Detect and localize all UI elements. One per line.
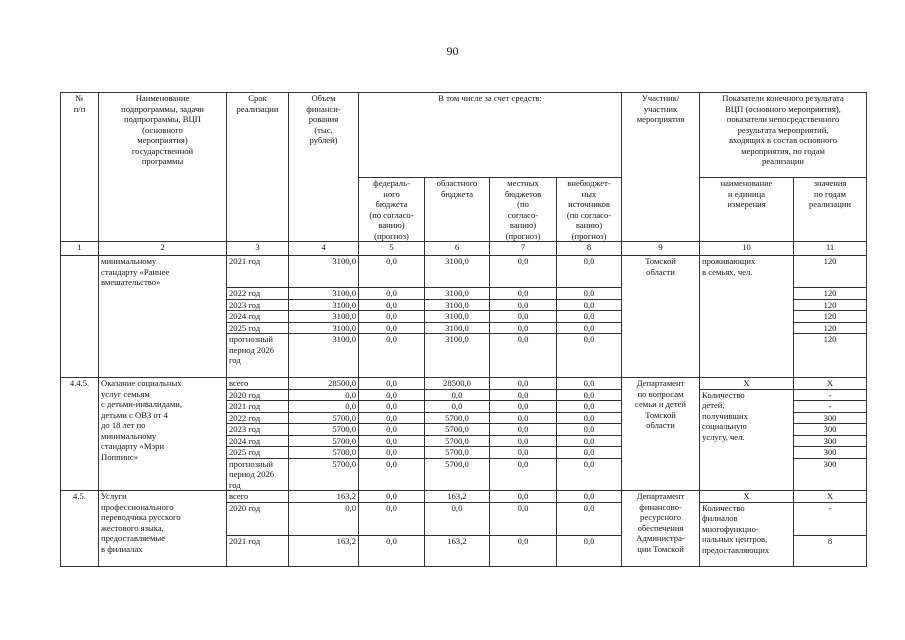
- row-indicator: Количество детей, получивших социальную услугу, чел.: [700, 389, 794, 491]
- row-federal: 0,0: [359, 322, 425, 334]
- row-term: 2021 год: [227, 401, 289, 413]
- row-regional: 0,0: [425, 502, 490, 535]
- row-local: 0,0: [490, 435, 557, 447]
- page-number: 90: [446, 44, 459, 58]
- row-extra: 0,0: [557, 378, 622, 390]
- row-indicator: проживающих в семьях, чел.: [700, 256, 794, 378]
- col-number: 9: [622, 242, 700, 256]
- row-volume: 3100,0: [289, 288, 359, 300]
- row-local: 0,0: [490, 458, 557, 491]
- row-extra: 0,0: [557, 412, 622, 424]
- row-value: -: [794, 389, 867, 401]
- row-regional: 3100,0: [425, 334, 490, 378]
- row-local: 0,0: [490, 491, 557, 503]
- header-indicators: Показатели конечного результата ВЦП (основного мероприятия), показатели непосредственного результата мероприятий, входящих в состав основного мероприятия, по годам реализации: [700, 93, 867, 178]
- header-incl: В том числе за счет средств:: [359, 93, 622, 178]
- row-extra: 0,0: [557, 458, 622, 491]
- row-volume: 0,0: [289, 502, 359, 535]
- col-number: 3: [227, 242, 289, 256]
- row-num: 4.4.5.: [61, 378, 99, 491]
- row-extra: 0,0: [557, 334, 622, 378]
- row-local: 0,0: [490, 311, 557, 323]
- row-volume: 3100,0: [289, 322, 359, 334]
- row-local: 0,0: [490, 322, 557, 334]
- row-local: 0,0: [490, 502, 557, 535]
- header-volume: Объем финанси- рования (тыс. рублей): [289, 93, 359, 242]
- row-regional: 3100,0: [425, 322, 490, 334]
- row-local: 0,0: [490, 256, 557, 288]
- row-local: 0,0: [490, 535, 557, 566]
- header-num: № п/п: [61, 93, 99, 242]
- row-regional: 5700,0: [425, 458, 490, 491]
- row-indicator-total: Х: [700, 491, 794, 503]
- row-term: 2025 год: [227, 447, 289, 459]
- row-extra: 0,0: [557, 491, 622, 503]
- row-value: 120: [794, 299, 867, 311]
- row-extra: 0,0: [557, 502, 622, 535]
- col-number: 7: [490, 242, 557, 256]
- row-extra: 0,0: [557, 535, 622, 566]
- row-volume: 0,0: [289, 401, 359, 413]
- row-volume: 3100,0: [289, 334, 359, 378]
- row-value: 300: [794, 458, 867, 491]
- col-number: 4: [289, 242, 359, 256]
- row-term: 2021 год: [227, 535, 289, 566]
- header-row-1: [61, 93, 867, 178]
- row-value: Х: [794, 491, 867, 503]
- row-volume: 5700,0: [289, 458, 359, 491]
- row-regional: 0,0: [425, 401, 490, 413]
- row-participant: Департамент финансово- ресурсного обеспечения Администра- ции Томской: [622, 491, 700, 567]
- row-local: 0,0: [490, 378, 557, 390]
- row-local: 0,0: [490, 424, 557, 436]
- program-table: [60, 92, 867, 567]
- row-federal: 0,0: [359, 288, 425, 300]
- row-value: 8: [794, 535, 867, 566]
- row-local: 0,0: [490, 334, 557, 378]
- row-num: [61, 256, 99, 378]
- header-term: Срок реализации: [227, 93, 289, 242]
- row-extra: 0,0: [557, 435, 622, 447]
- row-federal: 0,0: [359, 424, 425, 436]
- column-numbers-row: [61, 242, 867, 256]
- row-federal: 0,0: [359, 502, 425, 535]
- table-row: [61, 378, 867, 390]
- row-extra: 0,0: [557, 288, 622, 300]
- row-value: 300: [794, 435, 867, 447]
- row-term: 2024 год: [227, 311, 289, 323]
- header-local: местных бюджетов (по согласо- ванию) (прогноз): [490, 178, 557, 242]
- col-number: 8: [557, 242, 622, 256]
- row-local: 0,0: [490, 412, 557, 424]
- table-row: [61, 256, 867, 288]
- header-participant: Участник/ участник мероприятия: [622, 93, 700, 242]
- row-value: 120: [794, 288, 867, 300]
- row-extra: 0,0: [557, 447, 622, 459]
- row-volume: 3100,0: [289, 311, 359, 323]
- row-value: 120: [794, 256, 867, 288]
- row-term: 2020 год: [227, 502, 289, 535]
- row-volume: 3100,0: [289, 256, 359, 288]
- row-value: 300: [794, 447, 867, 459]
- row-participant: Департамент по вопросам семьи и детей Томской области: [622, 378, 700, 491]
- row-volume: 163,2: [289, 491, 359, 503]
- row-volume: 28500,0: [289, 378, 359, 390]
- row-volume: 5700,0: [289, 412, 359, 424]
- header-regional: областного бюджета: [425, 178, 490, 242]
- row-volume: 5700,0: [289, 447, 359, 459]
- row-num: 4.5.: [61, 491, 99, 567]
- row-volume: 0,0: [289, 389, 359, 401]
- row-term: 2024 год: [227, 435, 289, 447]
- row-value: 300: [794, 424, 867, 436]
- row-term: 2020 год: [227, 389, 289, 401]
- row-federal: 0,0: [359, 491, 425, 503]
- row-value: 120: [794, 311, 867, 323]
- row-regional: 5700,0: [425, 435, 490, 447]
- row-regional: 5700,0: [425, 412, 490, 424]
- header-extra: внебюджет- ных источников (по согласо- ванию) (прогноз): [557, 178, 622, 242]
- row-term: 2021 год: [227, 256, 289, 288]
- row-federal: 0,0: [359, 389, 425, 401]
- row-term: 2025 год: [227, 322, 289, 334]
- row-volume: 163,2: [289, 535, 359, 566]
- row-federal: 0,0: [359, 401, 425, 413]
- row-extra: 0,0: [557, 256, 622, 288]
- col-number: 11: [794, 242, 867, 256]
- row-federal: 0,0: [359, 311, 425, 323]
- row-volume: 5700,0: [289, 424, 359, 436]
- row-extra: 0,0: [557, 424, 622, 436]
- header-ind-name: наименование и единица измерения: [700, 178, 794, 242]
- row-regional: 3100,0: [425, 299, 490, 311]
- row-local: 0,0: [490, 401, 557, 413]
- row-name: Услуги профессионального переводчика русского жестового языка, предоставляемые в филиалах: [99, 491, 227, 567]
- row-term: всего: [227, 378, 289, 390]
- row-federal: 0,0: [359, 378, 425, 390]
- row-regional: 3100,0: [425, 311, 490, 323]
- row-federal: 0,0: [359, 256, 425, 288]
- row-name: Оказание социальных услуг семьям с детьми-инвалидами, детьми с ОВЗ от 4 до 18 лет по минимальному стандарту «Мэри Поппинс»: [99, 378, 227, 491]
- header-federal: федераль- ного бюджета (по согласо- ванию) (прогноз): [359, 178, 425, 242]
- row-federal: 0,0: [359, 412, 425, 424]
- col-number: 5: [359, 242, 425, 256]
- row-extra: 0,0: [557, 389, 622, 401]
- row-regional: 3100,0: [425, 256, 490, 288]
- row-volume: 3100,0: [289, 299, 359, 311]
- row-term: всего: [227, 491, 289, 503]
- row-federal: 0,0: [359, 447, 425, 459]
- row-extra: 0,0: [557, 401, 622, 413]
- col-number: 2: [99, 242, 227, 256]
- row-local: 0,0: [490, 389, 557, 401]
- row-local: 0,0: [490, 447, 557, 459]
- row-federal: 0,0: [359, 334, 425, 378]
- col-number: 6: [425, 242, 490, 256]
- row-value: -: [794, 502, 867, 535]
- row-extra: 0,0: [557, 311, 622, 323]
- row-value: Х: [794, 378, 867, 390]
- row-regional: 28500,0: [425, 378, 490, 390]
- row-regional: 5700,0: [425, 424, 490, 436]
- row-federal: 0,0: [359, 458, 425, 491]
- row-term: прогнозный период 2026 год: [227, 458, 289, 491]
- row-regional: 163,2: [425, 535, 490, 566]
- row-regional: 0,0: [425, 389, 490, 401]
- table-row: [61, 491, 867, 503]
- col-number: 1: [61, 242, 99, 256]
- row-term: 2022 год: [227, 288, 289, 300]
- header-name: Наименование подпрограммы, задачи подпрограммы, ВЦП (основного мероприятия) государственной программы: [99, 93, 227, 242]
- row-value: -: [794, 401, 867, 413]
- row-value: 120: [794, 334, 867, 378]
- row-value: 120: [794, 322, 867, 334]
- header-ind-values: значения по годам реализации: [794, 178, 867, 242]
- row-federal: 0,0: [359, 435, 425, 447]
- row-participant: Томской области: [622, 256, 700, 378]
- row-regional: 5700,0: [425, 447, 490, 459]
- row-indicator: Количество филиалов многофункцио- нальных центров, предоставляющих: [700, 502, 794, 566]
- row-term: прогнозный период 2026 год: [227, 334, 289, 378]
- row-volume: 5700,0: [289, 435, 359, 447]
- row-local: 0,0: [490, 299, 557, 311]
- row-indicator-total: Х: [700, 378, 794, 390]
- row-extra: 0,0: [557, 322, 622, 334]
- row-local: 0,0: [490, 288, 557, 300]
- row-term: 2023 год: [227, 299, 289, 311]
- col-number: 10: [700, 242, 794, 256]
- row-term: 2023 год: [227, 424, 289, 436]
- row-name: минимальному стандарту «Раннее вмешательство»: [99, 256, 227, 378]
- row-regional: 3100,0: [425, 288, 490, 300]
- row-federal: 0,0: [359, 535, 425, 566]
- row-extra: 0,0: [557, 299, 622, 311]
- row-regional: 163,2: [425, 491, 490, 503]
- row-federal: 0,0: [359, 299, 425, 311]
- row-term: 2022 год: [227, 412, 289, 424]
- row-value: 300: [794, 412, 867, 424]
